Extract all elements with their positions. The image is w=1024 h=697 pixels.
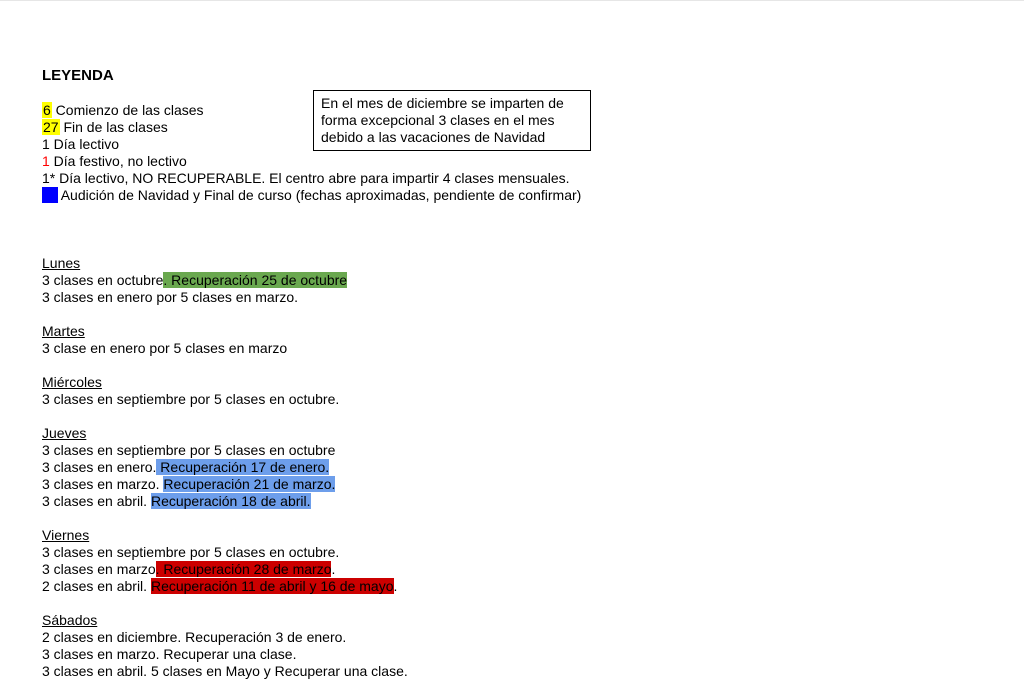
recovery-highlight: Recuperación 17 de enero.: [156, 459, 330, 475]
recovery-highlight: Recuperación 11 de abril y 16 de mayo: [150, 578, 394, 594]
line-text: 2 clases en diciembre. Recuperación 3 de enero.: [42, 629, 347, 645]
line-text: 3 clases en enero por 5 clases en marzo.: [42, 289, 299, 305]
schedule-line: [42, 340, 408, 357]
legend-text: Audición de Navidad y Final de curso (fechas aproximadas, pendiente de confirmar): [57, 187, 582, 203]
legend-text: Día lectivo: [49, 136, 120, 152]
schedule-line: [42, 391, 408, 408]
legend-text: Día festivo, no lectivo: [49, 153, 187, 169]
recovery-highlight: Recuperación 18 de abril.: [150, 493, 311, 509]
day-section-sábados: [42, 612, 408, 680]
legend-marker: 27: [43, 119, 59, 135]
legend-text: Día lectivo, NO RECUPERABLE. El centro abre para impartir 4 clases mensuales.: [55, 170, 570, 186]
top-divider: [0, 0, 1024, 1]
line-text: 3 clases en enero.: [42, 459, 157, 475]
line-text: 3 clases en abril.: [42, 493, 151, 509]
december-note-box: En el mes de diciembre se imparten de forma excepcional 3 clases en el mes debido a las vacaciones de Navidad: [313, 90, 591, 151]
schedule-line: [42, 578, 408, 595]
day-section-miércoles: [42, 374, 408, 408]
day-heading: Miércoles: [42, 374, 102, 390]
legend-item-audicion: [42, 187, 581, 204]
schedule-line: [42, 629, 408, 646]
recovery-highlight: . Recuperación 25 de octubre: [163, 272, 348, 288]
day-section-jueves: [42, 425, 408, 510]
schedule-line: [42, 544, 408, 561]
line-text: 3 clase en enero por 5 clases en marzo: [42, 340, 288, 356]
day-heading: Viernes: [42, 527, 90, 543]
legend-item-no-recuperable: [42, 170, 581, 187]
line-text: 3 clases en septiembre por 5 clases en octubre.: [42, 544, 340, 560]
line-text: 3 clases en octubre: [42, 272, 164, 288]
day-heading: Jueves: [42, 425, 87, 441]
schedule-line: [42, 272, 408, 289]
legend-title: LEYENDA: [42, 67, 114, 84]
schedule-line: [42, 476, 408, 493]
schedule-line: [42, 459, 408, 476]
legend-marker: 1: [42, 153, 50, 169]
schedule-line: [42, 442, 408, 459]
legend-text: Fin de las clases: [59, 119, 168, 135]
schedule-line: [42, 493, 408, 510]
legend-item-festivo: [42, 153, 581, 170]
legend-marker: 20: [42, 187, 58, 203]
schedule-line: [42, 663, 408, 680]
line-text: 3 clases en marzo.: [42, 476, 164, 492]
legend-marker: 1*: [42, 170, 56, 186]
line-text: 3 clases en marzo. Recuperar una clase.: [42, 646, 297, 662]
line-text: 3 clases en abril. 5 clases en Mayo y Recuperar una clase.: [42, 663, 408, 679]
day-section-martes: [42, 323, 408, 357]
schedule-line: [42, 289, 408, 306]
legend-text: Comienzo de las clases: [51, 102, 204, 118]
line-tail: .: [331, 561, 336, 577]
schedule-line: [42, 646, 408, 663]
line-text: 3 clases en marzo: [42, 561, 156, 577]
line-text: 3 clases en septiembre por 5 clases en octubre.: [42, 391, 340, 407]
legend-marker: 1: [42, 136, 50, 152]
line-text: 2 clases en abril.: [42, 578, 151, 594]
day-sections: [42, 255, 408, 697]
legend-marker: 6: [43, 102, 51, 118]
day-section-lunes: [42, 255, 408, 306]
recovery-highlight: . Recuperación 28 de marzo: [155, 561, 332, 577]
recovery-highlight: Recuperación 21 de marzo.: [163, 476, 336, 492]
day-section-viernes: [42, 527, 408, 595]
day-heading: Sábados: [42, 612, 98, 628]
day-heading: Martes: [42, 323, 85, 339]
line-text: 3 clases en septiembre por 5 clases en octubre: [42, 442, 336, 458]
day-heading: Lunes: [42, 255, 81, 271]
line-tail: .: [393, 578, 398, 594]
schedule-line: [42, 561, 408, 578]
